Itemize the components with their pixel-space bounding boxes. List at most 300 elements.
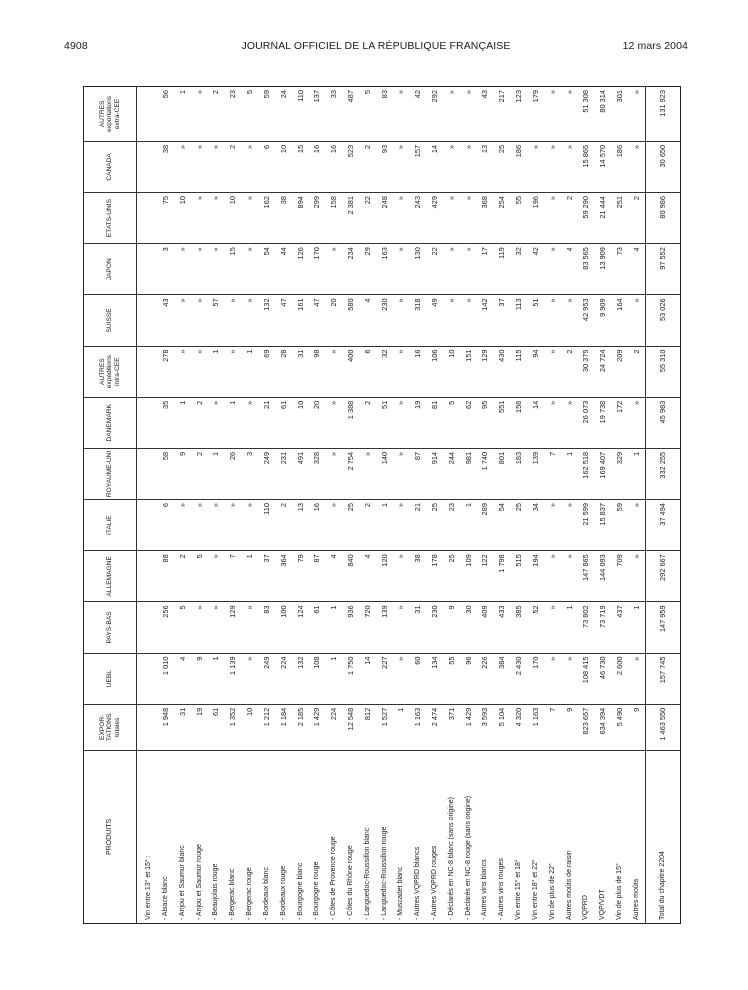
table-cell: 52 bbox=[527, 602, 544, 653]
table-cell: 24 724 bbox=[594, 346, 611, 397]
table-cell: » bbox=[544, 653, 561, 704]
table-cell: » bbox=[544, 141, 561, 192]
table-cell: 186 bbox=[611, 141, 628, 192]
table-cell: 132 bbox=[258, 295, 275, 346]
table-cell: 75 bbox=[157, 193, 174, 244]
table-cell: » bbox=[174, 141, 191, 192]
table-cell: 301 bbox=[614, 90, 624, 103]
table-cell: 1 bbox=[241, 551, 258, 602]
table-cell bbox=[137, 704, 158, 750]
table-cell: 289 bbox=[477, 500, 494, 551]
table-cell: » bbox=[208, 193, 225, 244]
row-label bbox=[308, 750, 325, 923]
row-label-text: Vin de plus de 15° bbox=[615, 863, 623, 920]
table-cell: 164 bbox=[611, 295, 628, 346]
table-cell: 62 bbox=[460, 397, 477, 448]
table-cell: 2 bbox=[628, 193, 646, 244]
table-row bbox=[191, 87, 208, 923]
table-cell: » bbox=[191, 295, 208, 346]
table-cell: 110 bbox=[295, 90, 305, 102]
table-cell bbox=[137, 551, 158, 602]
table-cell: 1 bbox=[174, 397, 191, 448]
table-cell: » bbox=[393, 193, 410, 244]
row-label-text: - Bourgogne rouge bbox=[313, 861, 321, 920]
table-row bbox=[409, 87, 426, 923]
table-cell: 385 bbox=[510, 602, 527, 653]
table-cell: 98 bbox=[308, 346, 325, 397]
table-cell: 1 352 bbox=[224, 704, 241, 750]
table-cell: » bbox=[325, 244, 342, 295]
table-cell: 981 bbox=[460, 448, 477, 499]
row-label-text: - Côtes de Provence rouge bbox=[330, 836, 338, 920]
table-cell: » bbox=[628, 141, 646, 192]
row-label bbox=[137, 750, 158, 923]
table-cell: 2 754 bbox=[342, 448, 359, 499]
row-label-text: Vin entre 13° et 15° : bbox=[144, 855, 152, 920]
table-cell: » bbox=[191, 602, 208, 653]
row-label bbox=[393, 750, 410, 923]
table-cell bbox=[137, 448, 158, 499]
table-cell: » bbox=[561, 500, 578, 551]
table-cell: » bbox=[544, 551, 561, 602]
table-cell: 368 bbox=[477, 193, 494, 244]
table-cell: » bbox=[393, 602, 410, 653]
row-label bbox=[561, 750, 578, 923]
table-cell: 79 bbox=[292, 551, 309, 602]
table-cell: 31 bbox=[292, 346, 309, 397]
table-cell: 108 415 bbox=[577, 653, 594, 704]
table-cell: 131 923 bbox=[645, 87, 680, 141]
table-cell: 142 bbox=[477, 295, 494, 346]
table-cell: 2 bbox=[359, 397, 376, 448]
column-header: PAYS-BAS bbox=[84, 602, 137, 653]
table-cell: 15 865 bbox=[577, 141, 594, 192]
table-row bbox=[393, 87, 410, 923]
table-cell: 38 bbox=[157, 141, 174, 192]
table-cell: 823 657 bbox=[577, 704, 594, 750]
table-cell: 162 518 bbox=[577, 448, 594, 499]
table-cell: 299 bbox=[308, 193, 325, 244]
row-label-text: - Bordeaux rouge bbox=[279, 865, 287, 920]
table-cell bbox=[137, 602, 158, 653]
table-row bbox=[628, 87, 646, 923]
table-cell: 4 bbox=[174, 653, 191, 704]
table-row bbox=[208, 87, 225, 923]
table-cell: 230 bbox=[426, 602, 443, 653]
row-label-text: - Autres VQPRD blancs bbox=[414, 846, 422, 920]
row-label bbox=[527, 750, 544, 923]
table-cell: » bbox=[628, 551, 646, 602]
row-label-text: - Bergerac blanc bbox=[229, 868, 237, 920]
row-label bbox=[443, 750, 460, 923]
table-cell: 2 600 bbox=[611, 653, 628, 704]
publication-date: 12 mars 2004 bbox=[622, 40, 688, 52]
table-cell: » bbox=[325, 448, 342, 499]
table-row bbox=[493, 87, 510, 923]
table-cell: » bbox=[191, 193, 208, 244]
table-row bbox=[258, 87, 275, 923]
row-label bbox=[224, 750, 241, 923]
table-cell: 1 750 bbox=[342, 653, 359, 704]
table-cell: 157 bbox=[409, 141, 426, 192]
table-cell: 6 bbox=[157, 500, 174, 551]
table-cell: 73 802 bbox=[577, 602, 594, 653]
table-cell: 5 104 bbox=[493, 704, 510, 750]
table-cell: 3 bbox=[157, 244, 174, 295]
table-cell: 100 bbox=[275, 602, 292, 653]
column-header: EXPOR-TATIONS totales bbox=[84, 704, 137, 750]
table-cell: » bbox=[393, 397, 410, 448]
row-label bbox=[325, 750, 342, 923]
table-cell: 318 bbox=[409, 295, 426, 346]
row-label-text: - Autres vins rouges bbox=[498, 858, 506, 920]
table-row bbox=[460, 87, 477, 923]
table-cell: 83 565 bbox=[577, 244, 594, 295]
table-cell: 9 bbox=[561, 704, 578, 750]
table-cell: 9 bbox=[443, 602, 460, 653]
table-cell: 1 bbox=[208, 653, 225, 704]
row-label bbox=[275, 750, 292, 923]
table-cell: » bbox=[241, 653, 258, 704]
table-cell: 2 bbox=[275, 500, 292, 551]
page-header bbox=[64, 40, 688, 56]
table-cell: 1 463 550 bbox=[645, 704, 680, 750]
table-cell: 2 bbox=[211, 90, 221, 95]
table-cell: 161 bbox=[292, 295, 309, 346]
column-header: DANEMARK bbox=[84, 397, 137, 448]
table-cell: 209 bbox=[611, 346, 628, 397]
table-cell: » bbox=[241, 500, 258, 551]
row-label bbox=[292, 750, 309, 923]
table-cell bbox=[137, 397, 158, 448]
table-cell: » bbox=[544, 346, 561, 397]
table-cell: » bbox=[393, 448, 410, 499]
table-cell: 254 bbox=[493, 193, 510, 244]
table-cell: 812 bbox=[359, 704, 376, 750]
table-cell: 4 bbox=[628, 244, 646, 295]
table-row bbox=[594, 87, 611, 923]
table-cell: 243 bbox=[409, 193, 426, 244]
table-cell: 186 bbox=[510, 141, 527, 192]
table-row bbox=[308, 87, 325, 923]
table-cell bbox=[137, 141, 158, 192]
table-cell: » bbox=[561, 551, 578, 602]
table-row bbox=[137, 87, 158, 923]
table-row bbox=[174, 87, 191, 923]
table-cell: 158 bbox=[325, 193, 342, 244]
table-cell: » bbox=[443, 193, 460, 244]
table-cell: 25 bbox=[342, 500, 359, 551]
table-row bbox=[477, 87, 494, 923]
row-label-text: - Languedoc-Roussillon rouge bbox=[380, 826, 388, 920]
table-cell: » bbox=[527, 141, 544, 192]
table-cell: 13 bbox=[477, 141, 494, 192]
table-cell: 47 bbox=[308, 295, 325, 346]
table-cell: 28 bbox=[275, 346, 292, 397]
table-cell: 183 bbox=[510, 448, 527, 499]
table-header-row bbox=[84, 87, 137, 923]
table-cell: 2 185 bbox=[292, 704, 309, 750]
table-cell: 38 bbox=[275, 193, 292, 244]
table-cell: 119 bbox=[493, 244, 510, 295]
table-row bbox=[443, 87, 460, 923]
table-cell: » bbox=[393, 500, 410, 551]
table-cell: 256 bbox=[157, 602, 174, 653]
table-cell: 21 bbox=[409, 500, 426, 551]
table-cell: 1 527 bbox=[376, 704, 393, 750]
table-cell: » bbox=[174, 346, 191, 397]
table-cell bbox=[137, 244, 158, 295]
table-cell: 31 bbox=[409, 602, 426, 653]
table-cell: 38 bbox=[409, 551, 426, 602]
table-cell: » bbox=[443, 141, 460, 192]
table-cell: 26 bbox=[224, 448, 241, 499]
table-cell: » bbox=[174, 500, 191, 551]
table-cell bbox=[137, 500, 158, 551]
table-cell: 43 bbox=[480, 90, 490, 99]
table-cell: 53 026 bbox=[645, 295, 680, 346]
table-cell: 69 bbox=[258, 346, 275, 397]
table-cell: 16 bbox=[409, 346, 426, 397]
table-cell: » bbox=[325, 397, 342, 448]
table-cell: » bbox=[561, 141, 578, 192]
table-cell: 122 bbox=[477, 551, 494, 602]
table-row bbox=[157, 87, 174, 923]
table-cell: 109 bbox=[460, 551, 477, 602]
table-cell bbox=[137, 193, 158, 244]
table-cell: 55 bbox=[443, 653, 460, 704]
table-cell: 87 bbox=[409, 448, 426, 499]
table-cell: 249 bbox=[258, 448, 275, 499]
table-cell: 35 bbox=[157, 397, 174, 448]
table-cell: 23 bbox=[228, 90, 238, 99]
table-cell: 12 548 bbox=[342, 704, 359, 750]
table-cell: 19 bbox=[409, 397, 426, 448]
journal-title: JOURNAL OFFICIEL DE LA RÉPUBLIQUE FRANÇAISE bbox=[241, 40, 511, 52]
table-cell bbox=[137, 653, 158, 704]
table-cell: 134 bbox=[426, 653, 443, 704]
table-cell: 19 bbox=[191, 704, 208, 750]
table-cell: 139 bbox=[376, 602, 393, 653]
table-cell: » bbox=[544, 397, 561, 448]
table-cell: 22 bbox=[359, 193, 376, 244]
table-cell: 140 bbox=[376, 448, 393, 499]
table-cell: 249 bbox=[258, 653, 275, 704]
row-label bbox=[376, 750, 393, 923]
table-cell: » bbox=[460, 141, 477, 192]
table-cell: 129 bbox=[224, 602, 241, 653]
table-cell: 55 310 bbox=[645, 346, 680, 397]
table-cell: 25 bbox=[426, 500, 443, 551]
table-cell: 13 bbox=[292, 500, 309, 551]
table-cell: 9 bbox=[628, 704, 646, 750]
table-cell: 6 bbox=[359, 346, 376, 397]
table-cell: 37 494 bbox=[645, 500, 680, 551]
table-cell: 15 bbox=[224, 244, 241, 295]
table-cell: » bbox=[393, 653, 410, 704]
table-cell: 13 909 bbox=[594, 244, 611, 295]
table-cell: 93 bbox=[376, 141, 393, 192]
table-cell bbox=[137, 346, 158, 397]
table-cell: 20 bbox=[308, 397, 325, 448]
table-cell: 1 bbox=[208, 448, 225, 499]
table-cell: » bbox=[208, 602, 225, 653]
table-cell: 2 381 bbox=[342, 193, 359, 244]
table-cell: 147 865 bbox=[577, 551, 594, 602]
table-cell: 108 bbox=[308, 653, 325, 704]
table-row bbox=[561, 87, 578, 923]
table-cell: 95 bbox=[477, 397, 494, 448]
table-cell: » bbox=[191, 346, 208, 397]
table-cell: 4 bbox=[359, 551, 376, 602]
table-body bbox=[137, 87, 681, 923]
table-cell: » bbox=[241, 397, 258, 448]
column-header: AUTRES exportations extra-CEE bbox=[84, 87, 137, 141]
table-cell: 1 bbox=[325, 602, 342, 653]
table-cell: 409 bbox=[477, 602, 494, 653]
table-cell: 61 bbox=[208, 704, 225, 750]
row-label-text: VQP/VDT bbox=[599, 889, 607, 920]
table-cell: 244 bbox=[443, 448, 460, 499]
row-label-text: - Alsace blanc bbox=[162, 876, 170, 920]
table-cell: » bbox=[325, 500, 342, 551]
table-cell: 73 719 bbox=[594, 602, 611, 653]
table-cell: 42 bbox=[527, 244, 544, 295]
table-cell bbox=[137, 87, 158, 141]
table-cell: » bbox=[460, 244, 477, 295]
row-label bbox=[477, 750, 494, 923]
table-cell: 44 bbox=[275, 244, 292, 295]
table-cell: 1 429 bbox=[308, 704, 325, 750]
table-cell: 80 986 bbox=[645, 193, 680, 244]
total-row bbox=[645, 87, 680, 923]
table-cell: 21 444 bbox=[594, 193, 611, 244]
table-row bbox=[359, 87, 376, 923]
table-cell: 217 bbox=[497, 90, 507, 103]
column-header: UEBL bbox=[84, 653, 137, 704]
export-statistics-table bbox=[84, 87, 680, 923]
table-cell: 2 bbox=[359, 500, 376, 551]
table-cell: 840 bbox=[342, 551, 359, 602]
table-cell: 2 bbox=[628, 346, 646, 397]
table-cell: 2 bbox=[191, 448, 208, 499]
table-cell: 230 bbox=[376, 295, 393, 346]
row-label-text: VQPRD bbox=[582, 895, 590, 920]
table-cell: 123 bbox=[514, 90, 524, 103]
table-cell: 1 bbox=[241, 346, 258, 397]
table-row bbox=[527, 87, 544, 923]
rotated-table-container bbox=[84, 87, 680, 923]
table-cell: 227 bbox=[376, 653, 393, 704]
table-cell: 21 599 bbox=[577, 500, 594, 551]
row-label-text: - Languedoc-Roussillon blanc bbox=[363, 827, 371, 920]
table-cell: 894 bbox=[292, 193, 309, 244]
table-cell: 57 bbox=[208, 295, 225, 346]
table-cell: » bbox=[628, 295, 646, 346]
table-cell: » bbox=[393, 551, 410, 602]
table-cell: 1 010 bbox=[157, 653, 174, 704]
table-cell: 437 bbox=[611, 602, 628, 653]
table-cell: 59 bbox=[261, 90, 271, 99]
row-label-text: Vin entre 18° et 22° bbox=[531, 859, 539, 920]
table-cell: » bbox=[544, 602, 561, 653]
table-cell: 1 388 bbox=[342, 397, 359, 448]
table-cell: 96 bbox=[460, 653, 477, 704]
row-label bbox=[157, 750, 174, 923]
table-cell: 248 bbox=[376, 193, 393, 244]
row-label bbox=[191, 750, 208, 923]
table-cell: 130 bbox=[409, 244, 426, 295]
row-label bbox=[426, 750, 443, 923]
table-cell: 19 738 bbox=[594, 397, 611, 448]
table-cell: 251 bbox=[611, 193, 628, 244]
table-cell: 433 bbox=[493, 602, 510, 653]
table-cell: 371 bbox=[443, 704, 460, 750]
table-cell: 1 bbox=[177, 90, 187, 95]
table-cell: » bbox=[396, 90, 406, 95]
table-cell: 33 bbox=[329, 90, 339, 99]
table-cell bbox=[137, 295, 158, 346]
table-cell: 54 bbox=[493, 500, 510, 551]
table-cell: 1 bbox=[325, 653, 342, 704]
table-cell: » bbox=[463, 90, 473, 95]
table-cell: 801 bbox=[493, 448, 510, 499]
table-cell: 14 bbox=[426, 141, 443, 192]
table-cell: » bbox=[208, 500, 225, 551]
table-cell: » bbox=[393, 244, 410, 295]
table-cell: 29 bbox=[359, 244, 376, 295]
row-label bbox=[510, 750, 527, 923]
row-label-text: - Bordeaux blanc bbox=[262, 867, 270, 920]
table-cell: 144 093 bbox=[594, 551, 611, 602]
table-cell: » bbox=[443, 295, 460, 346]
table-cell: 139 bbox=[527, 448, 544, 499]
table-cell: » bbox=[544, 244, 561, 295]
table-row bbox=[544, 87, 561, 923]
row-label-text: - Autres vins blancs bbox=[481, 859, 489, 920]
table-cell: 10 bbox=[275, 141, 292, 192]
row-label bbox=[342, 750, 359, 923]
table-cell: 23 bbox=[443, 500, 460, 551]
table-cell: 5 bbox=[362, 90, 372, 95]
table-cell: 55 bbox=[510, 193, 527, 244]
column-header: ETATS-UNIS bbox=[84, 193, 137, 244]
table-cell: 132 bbox=[292, 653, 309, 704]
table-cell: 2 bbox=[561, 193, 578, 244]
table-cell: 3 593 bbox=[477, 704, 494, 750]
table-cell: 5 bbox=[443, 397, 460, 448]
table-cell: 1 bbox=[224, 397, 241, 448]
table-cell: 87 bbox=[308, 551, 325, 602]
table-cell: 110 bbox=[258, 500, 275, 551]
table-cell: » bbox=[224, 295, 241, 346]
table-cell: 278 bbox=[157, 346, 174, 397]
table-cell: 364 bbox=[275, 551, 292, 602]
table-cell: 1 163 bbox=[527, 704, 544, 750]
table-cell: 157 745 bbox=[645, 653, 680, 704]
table-cell: » bbox=[241, 141, 258, 192]
table-row bbox=[611, 87, 628, 923]
table-row bbox=[241, 87, 258, 923]
table-cell: 332 255 bbox=[645, 448, 680, 499]
table-cell: » bbox=[460, 295, 477, 346]
table-cell: 51 bbox=[527, 295, 544, 346]
table-cell: 5 bbox=[191, 551, 208, 602]
row-label bbox=[359, 750, 376, 923]
table-cell: » bbox=[224, 346, 241, 397]
table-cell: 224 bbox=[275, 653, 292, 704]
table-cell: 7 bbox=[224, 551, 241, 602]
